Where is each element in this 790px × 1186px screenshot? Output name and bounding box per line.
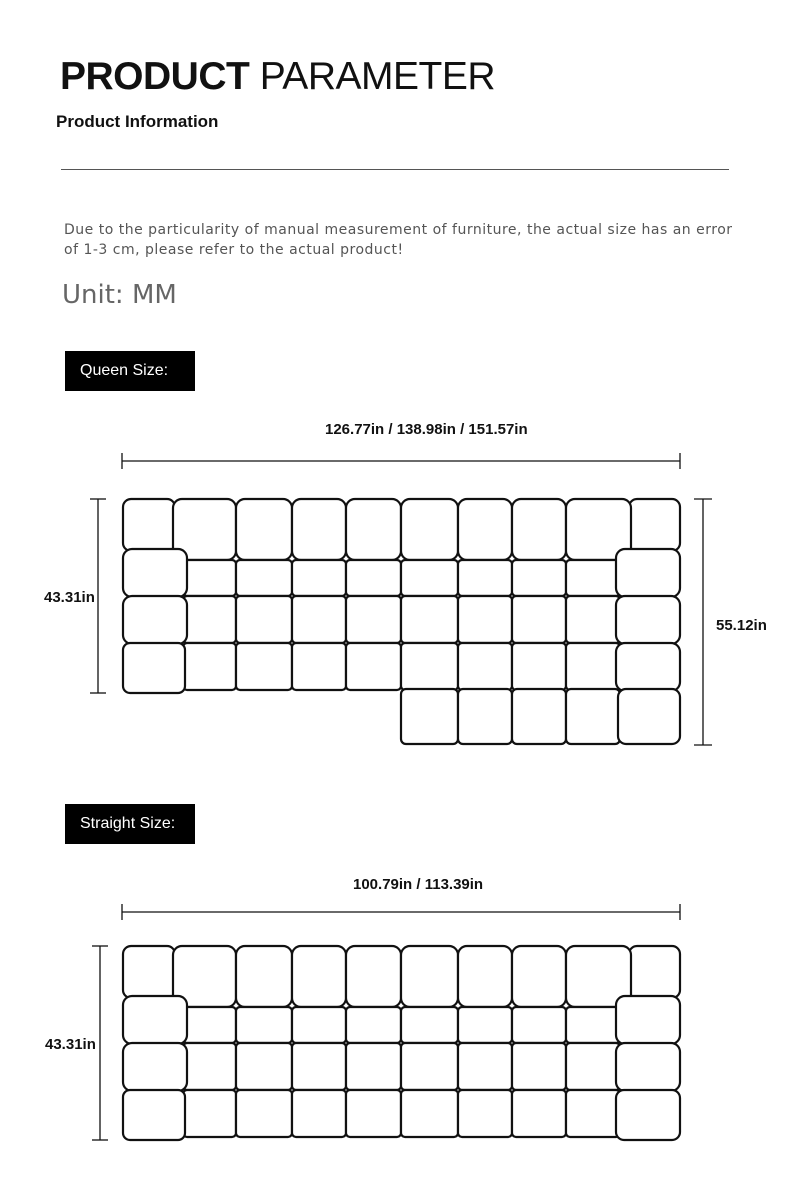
chaise-cushion [566,689,620,744]
corner-back-cushion-left [123,499,175,551]
seat-cushion [236,1007,292,1043]
seat-cushion [512,643,566,690]
seat-cushion [292,643,346,690]
straight-depth-label: 43.31in [45,1036,96,1053]
back-cushion [292,946,346,1007]
seat-cushion [458,1090,512,1137]
seat-cushion [401,596,458,643]
seat-cushion [292,1007,346,1043]
title-light: PARAMETER [259,55,495,98]
back-cushion [346,499,401,560]
seat-cushion [401,1007,458,1043]
seat-cushion [566,560,620,596]
arm-cushion-left [123,1043,187,1091]
queen-size-tag: Queen Size: [65,351,195,391]
straight-sofa-drawing [123,946,680,1140]
seat-cushion [236,560,292,596]
seat-cushion [566,1090,620,1137]
seat-cushion [292,560,346,596]
arm-cushion-right [616,643,680,691]
back-cushion [458,499,512,560]
corner-back-cushion-left [123,946,175,998]
arm-cushion-left [123,596,187,644]
arm-cushion-right [616,1043,680,1091]
queen-width-label: 126.77in / 138.98in / 151.57in [325,421,528,438]
queen-depth-left-label: 43.31in [44,589,95,606]
arm-cushion-right [616,1090,680,1140]
back-cushion [401,499,458,560]
back-cushion [401,946,458,1007]
section-subtitle: Product Information [56,112,219,131]
seat-cushion [458,643,512,690]
seat-cushion [566,1007,620,1043]
arm-cushion-left [123,996,187,1044]
arm-cushion-right [616,996,680,1044]
arm-cushion-left [123,549,187,597]
seat-cushion [183,596,236,643]
straight-size-tag: Straight Size: [65,804,195,844]
measurement-note: Due to the particularity of manual measurement of furniture, the actual size has an error of 1-3 cm, please refer to the actual product! [64,222,733,258]
seat-cushion [458,560,512,596]
seat-cushion [346,596,401,643]
unit-label: Unit: MM [62,280,177,310]
chaise-cushion [401,689,458,744]
title-bold: PRODUCT [60,55,250,98]
back-cushion [236,499,292,560]
seat-cushion [512,1007,566,1043]
seat-cushion [566,596,620,643]
seat-cushion [346,643,401,690]
seat-cushion [236,1043,292,1090]
back-cushion [512,946,566,1007]
straight-width-label: 100.79in / 113.39in [353,876,484,893]
seat-cushion [458,1007,512,1043]
seat-cushion [183,560,236,596]
arm-cushion-left [123,1090,185,1140]
chaise-cushion [512,689,566,744]
seat-cushion [512,1043,566,1090]
back-cushion [236,946,292,1007]
seat-cushion [236,1090,292,1137]
seat-cushion [401,560,458,596]
seat-cushion [183,643,236,690]
corner-back-cushion-right [629,946,680,998]
seat-cushion [566,1043,620,1090]
seat-cushion [236,596,292,643]
seat-cushion [292,1090,346,1137]
seat-cushion [346,1090,401,1137]
arm-cushion-left [123,643,185,693]
queen-sofa-drawing [123,499,680,744]
arm-cushion-right [616,549,680,597]
chaise-arm-cushion [618,689,680,744]
queen-depth-right-label: 55.12in [716,617,767,634]
seat-cushion [458,596,512,643]
seat-cushion [512,1090,566,1137]
back-cushion [458,946,512,1007]
seat-cushion [346,1007,401,1043]
seat-cushion [401,1043,458,1090]
seat-cushion [401,1090,458,1137]
seat-cushion [183,1043,236,1090]
seat-cushion [512,596,566,643]
seat-cushion [183,1007,236,1043]
seat-cushion [292,1043,346,1090]
seat-cushion [292,596,346,643]
back-cushion [292,499,346,560]
seat-cushion [236,643,292,690]
back-cushion [346,946,401,1007]
seat-cushion [512,560,566,596]
seat-cushion [401,643,458,690]
seat-cushion [566,643,620,690]
seat-cushion [346,1043,401,1090]
chaise-cushion [458,689,512,744]
corner-back-cushion-right [629,499,680,551]
seat-cushion [183,1090,236,1137]
arm-cushion-right [616,596,680,644]
back-cushion [512,499,566,560]
seat-cushion [458,1043,512,1090]
seat-cushion [346,560,401,596]
